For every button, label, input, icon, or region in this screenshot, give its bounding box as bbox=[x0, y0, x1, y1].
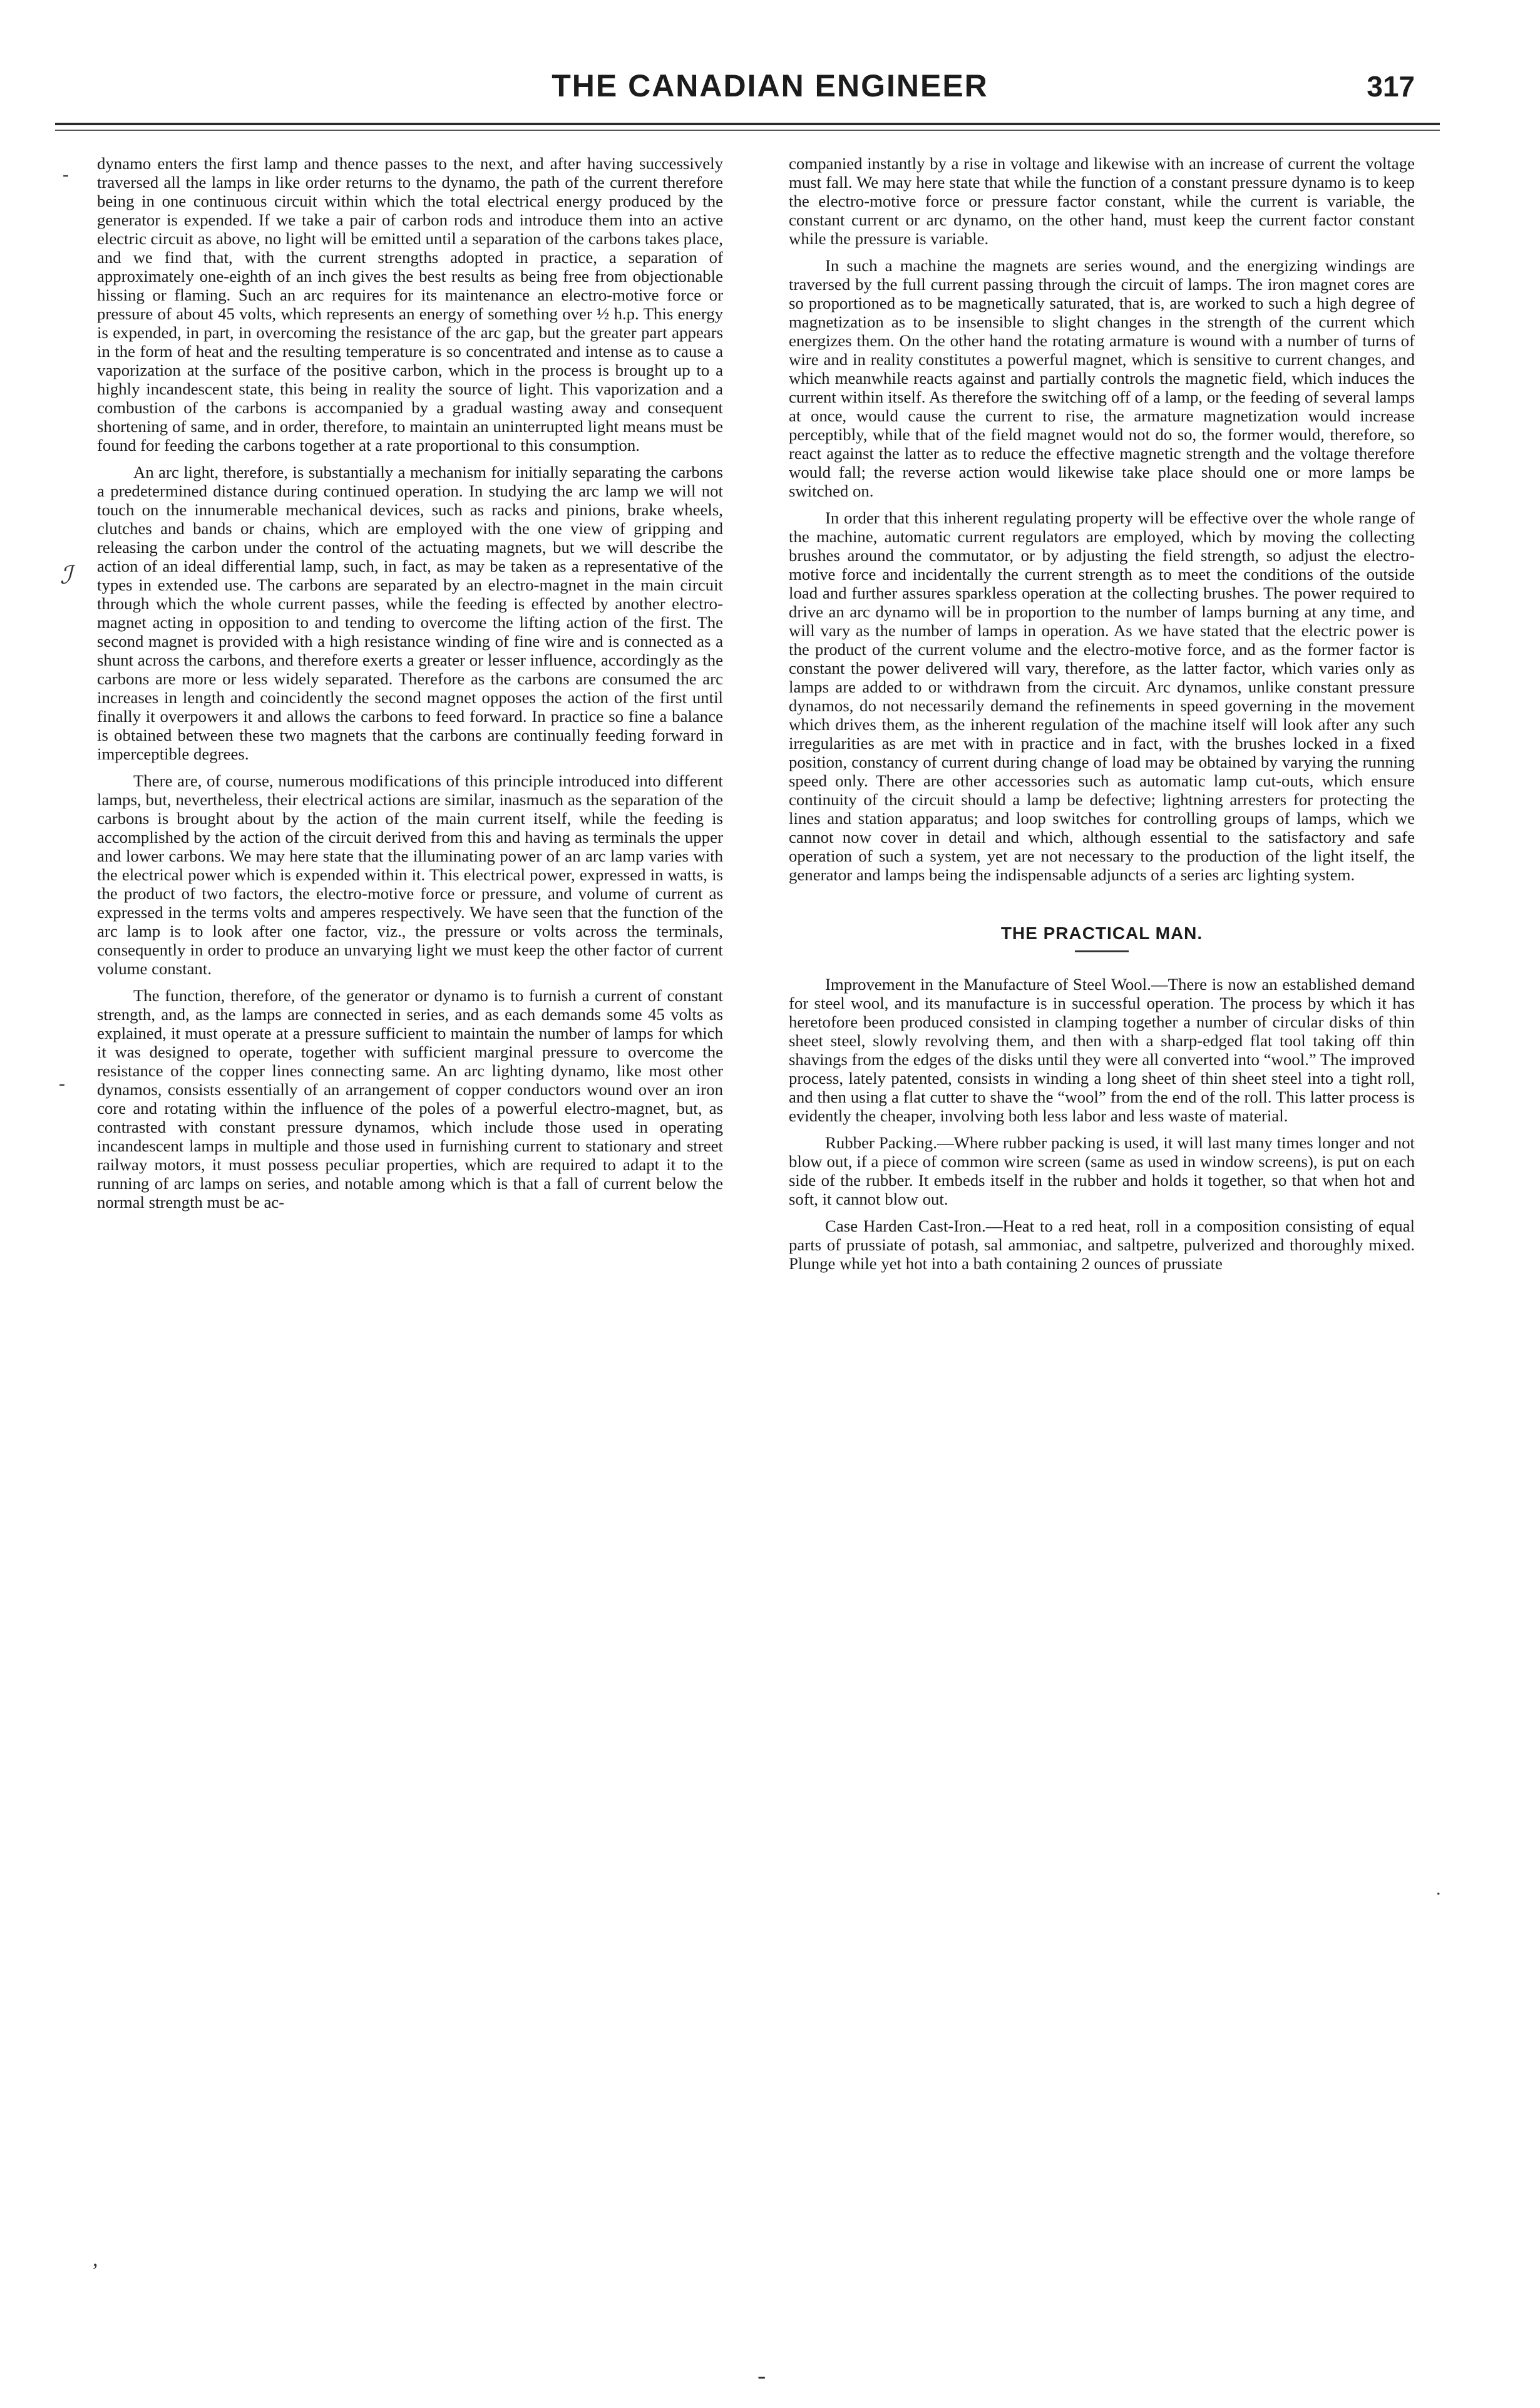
header-rule-secondary bbox=[55, 130, 1440, 131]
page-number: 317 bbox=[1367, 70, 1415, 103]
article-paragraph: The function, therefore, of the generator or dynamo is to furnish a current of constant strength, and, as the lamps are connected in series, and as each demands some 45 volts as explained, it must operate at a pressure sufficient to maintain the number of lamps for which it was designed to operate, together with sufficient marginal pressure to overcome the resistance of the copper lines connecting same. An arc lighting dynamo, like most other dynamos, consists essentially of an arrangement of copper conductors wound over an iron core and rotating within the influence of the poles of a powerful electro-magnet, but, as contrasted with constant pressure dynamos, which include those used in operating incandescent lamps in multiple and those used in furnishing current to stationary and street railway motors, it must possess peculiar properties, which are required to adapt it to the running of arc lamps on series, and notable among which is that a fall of current below the normal strength must be ac- bbox=[97, 986, 723, 1212]
article-paragraph: In such a machine the magnets are series wound, and the energizing windings are traversed by the full current passing through the circuit of lamps. The iron magnet cores are so proportioned as to be magnetically saturated, that is, are worked to such a high degree of magnetization as to be insensible to slight changes in the strength of the current which energizes them. On the other hand the rotating armature is wound with a number of turns of wire and in reality constitutes a powerful magnet, which is sensitive to current changes, and which meanwhile reacts against and partially controls the magnetic field, which induces the current within itself. As therefore the switching off of a lamp, or the feeding of several lamps at once, would cause the current to rise, the armature magnetization would increase perceptibly, while that of the field magnet would not do so, the former would, therefore, so react against the latter as to reduce the effective magnetic strength and the voltage therefore would fall; the reverse action would likewise take place should one or more lamps be switched on. bbox=[789, 256, 1415, 500]
article-paragraph: An arc light, therefore, is substantially a mechanism for initially separating the carbons a predetermined distance during continued operation. In studying the arc lamp we will not touch on the innumerable mechanical devices, such as racks and pinions, brake wheels, clutches and bands or chains, which are employed with the one view of gripping and releasing the carbon under the control of the actuating magnets, but we will describe the action of an ideal differential lamp, such, in fact, as may be taken as a representative of the types in extended use. The carbons are separated by an electro-magnet in the main circuit through which the whole current passes, while the feeding is effected by another electro-magnet acting in opposition to and tending to overcome the lifting action of the first. The second magnet is provided with a high resistance winding of fine wire and is connected as a shunt across the carbons, and therefore exerts a greater or lesser influence, accordingly as the carbons are more or less widely separated. Therefore as the carbons are consumed the arc increases in length and coincidently the second magnet opposes the action of the first until finally it overpowers it and allows the carbons to feed forward. In practice so fine a balance is obtained between these two magnets that the carbons are continually feeding forward in imperceptible degrees. bbox=[97, 463, 723, 763]
article-paragraph: dynamo enters the first lamp and thence passes to the next, and after having successively traversed all the lamps in like order returns to the dynamo, the path of the current therefore being in one continuous circuit within which the total electrical energy produced by the generator is expended. If we take a pair of carbon rods and introduce them into an active electric circuit as above, no light will be emitted until a separation of the carbons takes place, and we find that, with the current strengths adopted in practice, a separation of approximately one-eighth of an inch gives the best results as being free from objectionable hissing or flaming. Such an arc requires for its maintenance an electro-motive force or pressure of about 45 volts, which represents an energy of something over ½ h.p. This energy is expended, in part, in overcoming the resistance of the arc gap, but the greater part appears in the form of heat and the resulting temperature is so concentrated and intense as to cause a vaporization at the surface of the positive carbon, which in the process is brought up to a highly incandescent state, this being in reality the source of light. This vaporization and a combustion of the carbons is accompanied by a gradual wasting away and consequent shortening of same, and in order, therefore, to maintain an uninterrupted light means must be found for feeding the carbons together at a rate proportional to this consumption. bbox=[97, 154, 723, 455]
article-paragraph: companied instantly by a rise in voltage and likewise with an increase of current the voltage must fall. We may here state that while the function of a constant pressure dynamo is to keep the electro-motive force or pressure factor constant, while the current is variable, the constant current or arc dynamo, on the other hand, must keep the current factor constant while the pressure is variable. bbox=[789, 154, 1415, 248]
margin-mark: . bbox=[1436, 1878, 1441, 1899]
practical-man-paragraph: Improvement in the Manufacture of Steel Wool.—There is now an established demand for steel wool, and its manufacture is in successful operation. The process by which it has heretofore been produced consisted in clamping together a number of circular disks of thin sheet steel, slowly revolving them, and then with a sharp-edged flat tool taking off thin shavings from the edges of the disks until they were all converted into “wool.” The improved process, lately patented, consists in winding a long sheet of thin sheet steel into a tight roll, and then using a flat cutter to shave the “wool” from the end of the roll. This latter process is evidently the cheaper, involving both less labor and less waste of material. bbox=[789, 975, 1415, 1125]
journal-title: THE CANADIAN ENGINEER bbox=[552, 68, 988, 103]
right-column bbox=[789, 154, 1415, 2242]
section-heading: THE PRACTICAL MAN. bbox=[1000, 924, 1203, 943]
margin-mark: , bbox=[93, 2248, 98, 2271]
margin-mark: - bbox=[757, 2361, 766, 2389]
left-column bbox=[97, 154, 723, 2242]
article-paragraph: In order that this inherent regulating property will be effective over the whole range of the machine, automatic current regulators are employed, which by moving the collecting brushes around the commutator, or by adjusting the field strength, so adjust the electro-motive force and incidentally the current strength as to meet the conditions of the outside load and further assures sparkless operation at the collecting brushes. The power required to drive an arc dynamo will be in proportion to the number of lamps burning at any time, and will vary as the number of lamps in operation. As we have stated that the electric power is the product of the current volume and the electro-motive force, and as the former factor is constant the power delivered will vary, therefore, as the latter factor, which varies only as lamps are added to or withdrawn from the circuit. Arc dynamos, unlike constant pressure dynamos, do not necessarily demand the refinements in speed governing in the movement which drives them, as the inherent regulation of the machine itself will look after any such irregularities as are met with in practice and in fact, with the brushes locked in a fixed position, constancy of current during change of load may be obtained by varying the running speed only. There are other accessories such as automatic lamp cut-outs, which ensure continuity of the circuit should a lamp be defective; lightning arresters for protecting the lines and station apparatus; and loop switches for controlling groups of lamps, which we cannot now cover in detail and which, although essential to the satisfactory and safe operation of such a system, yet are not necessary to the production of the light itself, the generator and lamps being the indispensable adjuncts of a series arc lighting system. bbox=[789, 508, 1415, 884]
article-paragraph: There are, of course, numerous modifications of this principle introduced into different lamps, but, nevertheless, their electrical actions are similar, inasmuch as the separation of the carbons is brought about by the action of the main current itself, while the feeding is accomplished by the action of the circuit derived from this and having as terminals the upper and lower carbons. We may here state that the illuminating power of an arc lamp varies with the electrical power which is expended within it. This electrical power, expressed in watts, is the product of two factors, the electro-motive force or pressure, and volume of current as expressed in the terms volts and amperes respectively. We have seen that the function of the arc lamp is to look after one factor, viz., the pressure or volts across the terminals, consequently in order to produce an unvarying light we must keep the other factor of current volume constant. bbox=[97, 771, 723, 978]
margin-mark: - bbox=[59, 1073, 65, 1094]
practical-man-paragraph: Rubber Packing.—Where rubber packing is used, it will last many times longer and not blow out, if a piece of common wire screen (same as used in window screens), is put on each side of the rubber. It embeds itself in the rubber and holds it together, so that when hot and soft, it cannot blow out. bbox=[789, 1133, 1415, 1208]
header-rule bbox=[55, 123, 1440, 125]
practical-man-paragraph: Case Harden Cast-Iron.—Heat to a red heat, roll in a composition consisting of equal parts of prussiate of potash, sal ammoniac, and saltpetre, pulverized and thoroughly mixed. Plunge while yet hot into a bath containing 2 ounces of prussiate bbox=[789, 1217, 1415, 1273]
margin-mark: ℐ bbox=[60, 561, 72, 589]
section-rule bbox=[1075, 950, 1129, 952]
margin-mark: - bbox=[63, 164, 69, 185]
